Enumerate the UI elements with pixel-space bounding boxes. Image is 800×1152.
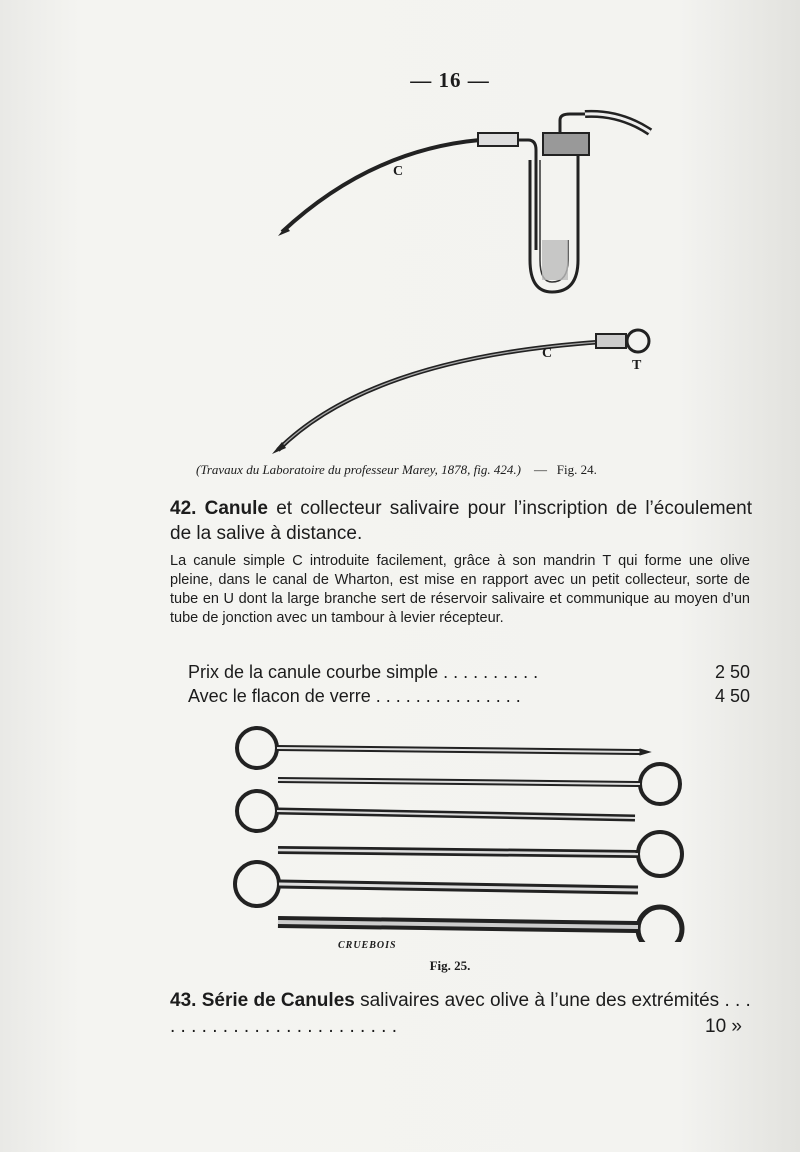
mandrin-olive	[627, 330, 649, 352]
figure-24-caption	[196, 462, 756, 478]
item-43-title	[170, 988, 752, 1040]
item-42-title-rest: et collecteur salivaire pour l’inscription de l’écoulement de la salive à distance.	[170, 498, 753, 544]
page-number: — 16 —	[410, 68, 490, 92]
reservoir-cap	[543, 133, 589, 155]
item-42-title	[170, 496, 752, 546]
price-value: 2 50	[714, 662, 750, 682]
upper-cannula-joint	[478, 133, 518, 146]
figure-24-label-t: T	[632, 358, 642, 373]
item-42-number: 42.	[170, 498, 197, 519]
item-43-heading: Série de Canules	[201, 990, 355, 1011]
price-row	[188, 662, 750, 686]
figure-25-caption: Fig. 25.	[429, 958, 471, 973]
price-row	[188, 686, 750, 710]
figure-24-label-c-bottom: C	[542, 346, 553, 361]
cannula-4	[278, 832, 682, 876]
price-label: Avec le flacon de verre . . . . . . . . . . . . . . .	[188, 686, 521, 706]
price-label: Prix de la canule courbe simple . . . . . . . . . .	[188, 662, 539, 682]
u-tube-liquid	[542, 240, 568, 280]
item-43-title-rest: salivaires avec olive à l’une des extrémités . . . . . . . . . . . . . . . . . . . . . . . . .	[170, 990, 751, 1037]
figure-24-illustration	[260, 100, 680, 460]
cannula-1	[237, 728, 650, 768]
figure-24-caption-source: (Travaux du Laboratoire du professeur Marey, 1878, fig. 424.)	[196, 462, 521, 477]
item-43-price: 10 »	[705, 1016, 742, 1037]
lower-mandrin-joint	[596, 334, 626, 348]
item-43-number: 43.	[170, 990, 197, 1011]
upper-cannula	[282, 140, 480, 232]
cannula-3	[237, 791, 635, 831]
figure-24-label-c-top: C	[393, 164, 404, 179]
cannula-2	[278, 764, 680, 804]
figure-25-engraver-signature: CRUEBOIS	[338, 940, 397, 951]
figure-25-illustration	[230, 722, 690, 942]
cannula-5	[235, 862, 638, 906]
item-42-description: La canule simple C introduite facilement, grâce à son mandrin T qui forme une olive pleine, dans le canal de Wharton, est mise en rapport avec un petit collecteur, sorte de tube en U dont la large branche sert de réservoir salivaire et communique au moyen d’un tube de jonction avec un tambour à levier récepteur.	[170, 553, 750, 626]
cannula-6	[278, 907, 682, 942]
price-value: 4 50	[714, 686, 750, 706]
figure-24-caption-fig: Fig. 24.	[556, 462, 597, 477]
figure-24-caption-dash: —	[534, 462, 547, 477]
item-42-heading: Canule	[204, 498, 268, 519]
